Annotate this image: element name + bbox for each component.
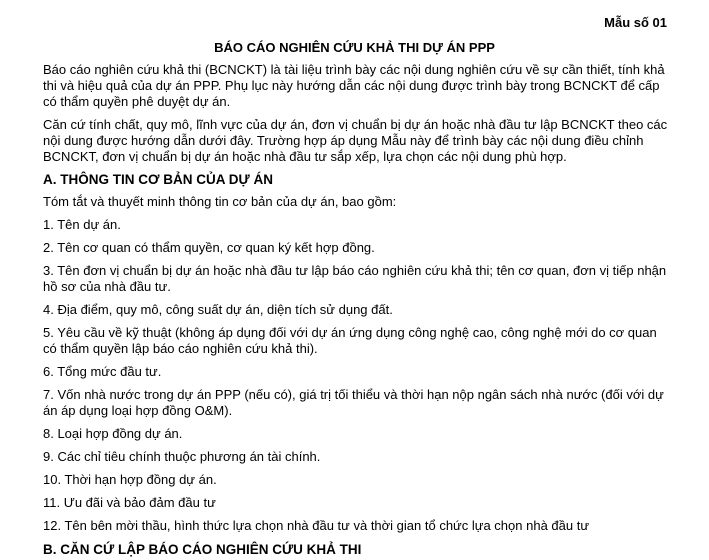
list-item: 2. Tên cơ quan có thẩm quyền, cơ quan ký kết hợp đồng. xyxy=(43,240,375,255)
list-item: 5. Yêu cầu về kỹ thuật (không áp dụng đối với dự án ứng dụng công nghệ cao, công nghệ mới do cơ quan có thẩm quyền lập báo cáo nghiên cứu khả thi). xyxy=(43,325,657,356)
list-item: 3. Tên đơn vị chuẩn bị dự án hoặc nhà đầu tư lập báo cáo nghiên cứu khả thi; tên cơ quan, đơn vị tiếp nhận hồ sơ của nhà đầu tư. xyxy=(43,263,667,294)
list-item: 11. Ưu đãi và bảo đảm đầu tư xyxy=(43,495,216,510)
intro-paragraph-1: Báo cáo nghiên cứu khả thi (BCNCKT) là tài liệu trình bày các nội dung nghiên cứu về sự cần thiết, tính khả thi và hiệu quả của dự án PPP. Phụ lục này hướng dẫn các nội dung được trình bày trong BCNCKT để cấp có thẩm quyền phê duyệt dự án. xyxy=(43,62,665,109)
list-item: 1. Tên dự án. xyxy=(43,217,121,232)
form-number: Mẫu số 01 xyxy=(604,15,667,30)
list-item: 4. Địa điểm, quy mô, công suất dự án, diện tích sử dụng đất. xyxy=(43,302,393,317)
list-item: 8. Loại hợp đồng dự án. xyxy=(43,426,183,441)
list-item: 7. Vốn nhà nước trong dự án PPP (nếu có), giá trị tối thiểu và thời hạn nộp ngân sách nhà nước (đối với dự án áp dụng loại hợp đồng O&M). xyxy=(43,387,664,418)
list-item: 12. Tên bên mời thầu, hình thức lựa chọn nhà đầu tư và thời gian tổ chức lựa chọn nhà đầu tư xyxy=(43,518,590,533)
document-body xyxy=(43,62,673,559)
intro-paragraph-2: Căn cứ tính chất, quy mô, lĩnh vực của dự án, đơn vị chuẩn bị dự án hoặc nhà đầu tư lập BCNCKT theo các nội dung được hướng dẫn dưới đây. Trường hợp áp dụng Mẫu này để trình bày các nội dung điều chỉnh BCNCKT, đơn vị chuẩn bị dự án hoặc nhà đầu tư sắp xếp, lựa chọn các nội dung phù hợp. xyxy=(43,117,668,164)
list-item: 6. Tổng mức đầu tư. xyxy=(43,364,162,379)
document-title: BÁO CÁO NGHIÊN CỨU KHẢ THI DỰ ÁN PPP xyxy=(214,40,495,55)
section-b-heading: B. CĂN CỨ LẬP BÁO CÁO NGHIÊN CỨU KHẢ THI xyxy=(43,542,362,557)
section-a-heading: A. THÔNG TIN CƠ BẢN CỦA DỰ ÁN xyxy=(43,172,273,187)
list-item: 9. Các chỉ tiêu chính thuộc phương án tài chính. xyxy=(43,449,321,464)
list-item: 10. Thời hạn hợp đồng dự án. xyxy=(43,472,217,487)
section-a-summary: Tóm tắt và thuyết minh thông tin cơ bản của dự án, bao gồm: xyxy=(43,194,397,209)
